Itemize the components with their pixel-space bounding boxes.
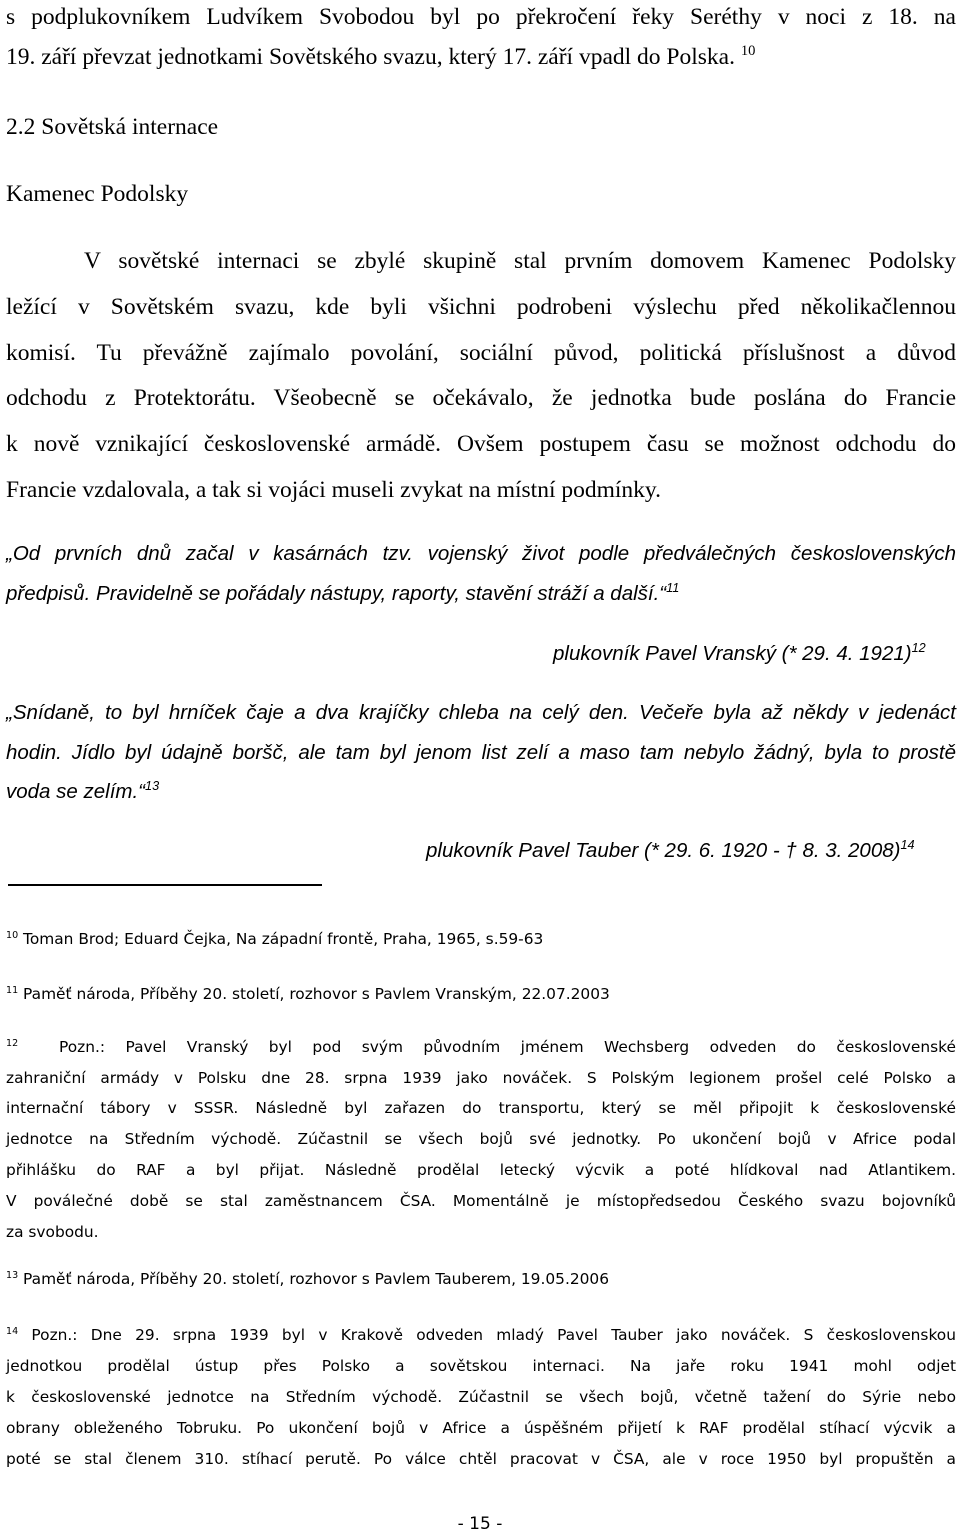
footnote-number: 10 xyxy=(6,929,19,941)
quote-attribution xyxy=(553,642,926,666)
footnote-separator xyxy=(8,884,322,886)
quote-line: „Snídaně, to byl hrníček čaje a dva krajíčky chleba na celý den. Večeře byla až někdy v jedenáct xyxy=(6,701,956,724)
footnote-number: 13 xyxy=(6,1269,19,1281)
footnote-11 xyxy=(6,985,610,1003)
footnote-line: V poválečné době se stal zaměstnancem ČSA. Momentálně je místopředsedou Českého svazu bojovníků xyxy=(6,1192,956,1210)
footnote-line: přihlášku do RAF a byl přijat. Následně prodělal letecký výcvik a poté hlídkoval nad Atlantikem. xyxy=(6,1161,956,1179)
quote-line-text: předpisů. Pravidelně se pořádaly nástupy, raporty, stavění stráží a další.“ xyxy=(6,582,667,605)
footnote-ref-12: 12 xyxy=(911,640,926,656)
footnote-line: jednotce na Středním východě. Zúčastnil se všech bojů své jednotky. Po ukončení bojů v Africe podal xyxy=(6,1130,956,1148)
footnote-text: Pozn.: Dne 29. srpna 1939 byl v Krakově odveden mladý Pavel Tauber jako nováček. S československou xyxy=(31,1326,956,1344)
footnote-text: Paměť národa, Příběhy 20. století, rozhovor s Pavlem Vranským, 22.07.2003 xyxy=(23,985,610,1003)
quote-attribution-text: plukovník Pavel Vranský (* 29. 4. 1921) xyxy=(553,642,912,665)
footnote-10 xyxy=(6,930,543,948)
footnote-text: Pozn.: Pavel Vranský byl pod svým původním jménem Wechsberg odveden do československé xyxy=(59,1038,956,1056)
intro-line-2-text: 19. září převzat jednotkami Sovětského svazu, který 17. září vpadl do Polska. xyxy=(6,44,735,70)
footnote-number: 12 xyxy=(6,1037,19,1049)
quote-attribution-text: plukovník Pavel Tauber (* 29. 6. 1920 - † 8. 3. 2008) xyxy=(426,839,901,862)
paragraph-line: V sovětské internaci se zbylé skupině stal prvním domovem Kamenec Podolsky xyxy=(84,248,956,274)
footnote-line: za svobodu. xyxy=(6,1223,99,1241)
footnote-text: Paměť národa, Příběhy 20. století, rozhovor s Pavlem Tauberem, 19.05.2006 xyxy=(23,1270,610,1288)
quote-line-text: voda se zelím.“ xyxy=(6,780,145,803)
footnote-number: 11 xyxy=(6,984,19,996)
quote-line xyxy=(6,780,159,804)
footnote-ref-14: 14 xyxy=(900,837,915,853)
footnote-14 xyxy=(6,1326,956,1344)
footnote-ref-13: 13 xyxy=(145,778,160,794)
intro-line-2 xyxy=(6,44,755,71)
intro-line-1: s podplukovníkem Ludvíkem Svobodou byl po překročení řeky Seréthy v noci z 18. na xyxy=(6,4,956,30)
page-number: - 15 - xyxy=(457,1514,503,1534)
footnote-line: internační tábory v SSSR. Následně byl zařazen do transportu, který se měl připojit k československé xyxy=(6,1099,956,1117)
footnote-line: obrany obleženého Tobruku. Po ukončení bojů v Africe a úspěšném přijetí k RAF prodělal stíhací výcvik a xyxy=(6,1419,956,1437)
section-subheading: Kamenec Podolsky xyxy=(6,181,189,207)
quote-line: „Od prvních dnů začal v kasárnách tzv. vojenský život podle předválečných československých xyxy=(6,542,956,565)
quote-line xyxy=(6,582,679,606)
footnote-line: poté se stal členem 310. stíhací perutě. Po válce chtěl pracovat v ČSA, ale v roce 1950 byl propuštěn a xyxy=(6,1450,956,1468)
footnote-13 xyxy=(6,1270,609,1288)
paragraph-line: k nově vznikající československé armádě. Ovšem postupem času se možnost odchodu do xyxy=(6,431,956,457)
paragraph-line: Francie vzdalovala, a tak si vojáci museli zvykat na místní podmínky. xyxy=(6,477,662,503)
footnote-text: Toman Brod; Eduard Čejka, Na západní frontě, Praha, 1965, s.59-63 xyxy=(23,930,544,948)
footnote-line: jednotkou prodělal ústup přes Polsko a sovětskou internaci. Na jaře roku 1941 mohl odjet xyxy=(6,1357,956,1375)
paragraph-line: ležící v Sovětském svazu, kde byli všichni podrobeni výslechu před několikačlennou xyxy=(6,294,956,320)
footnote-line: k československé jednotce na Středním východě. Zúčastnil se všech bojů, včetně tažení do Sýrie nebo xyxy=(6,1388,956,1406)
footnote-line: zahraniční armády v Polsku dne 28. srpna 1939 jako nováček. S Polským legionem prošel celé Polsko a xyxy=(6,1069,956,1087)
footnote-12 xyxy=(6,1038,956,1056)
footnote-ref-10: 10 xyxy=(740,43,756,60)
quote-attribution xyxy=(426,839,915,863)
paragraph-line: komisí. Tu převážně zajímalo povolání, sociální původ, politická příslušnost a důvod xyxy=(6,340,956,366)
footnote-ref-11: 11 xyxy=(666,580,680,596)
quote-line: hodin. Jídlo byl údajně boršč, ale tam byl jenom list zelí a maso tam nebylo žádný, byla to prostě xyxy=(6,741,956,764)
footnote-number: 14 xyxy=(6,1325,19,1337)
paragraph-line: odchodu z Protektorátu. Všeobecně se očekávalo, že jednotka bude poslána do Francie xyxy=(6,385,956,411)
section-heading: 2.2 Sovětská internace xyxy=(6,114,219,140)
